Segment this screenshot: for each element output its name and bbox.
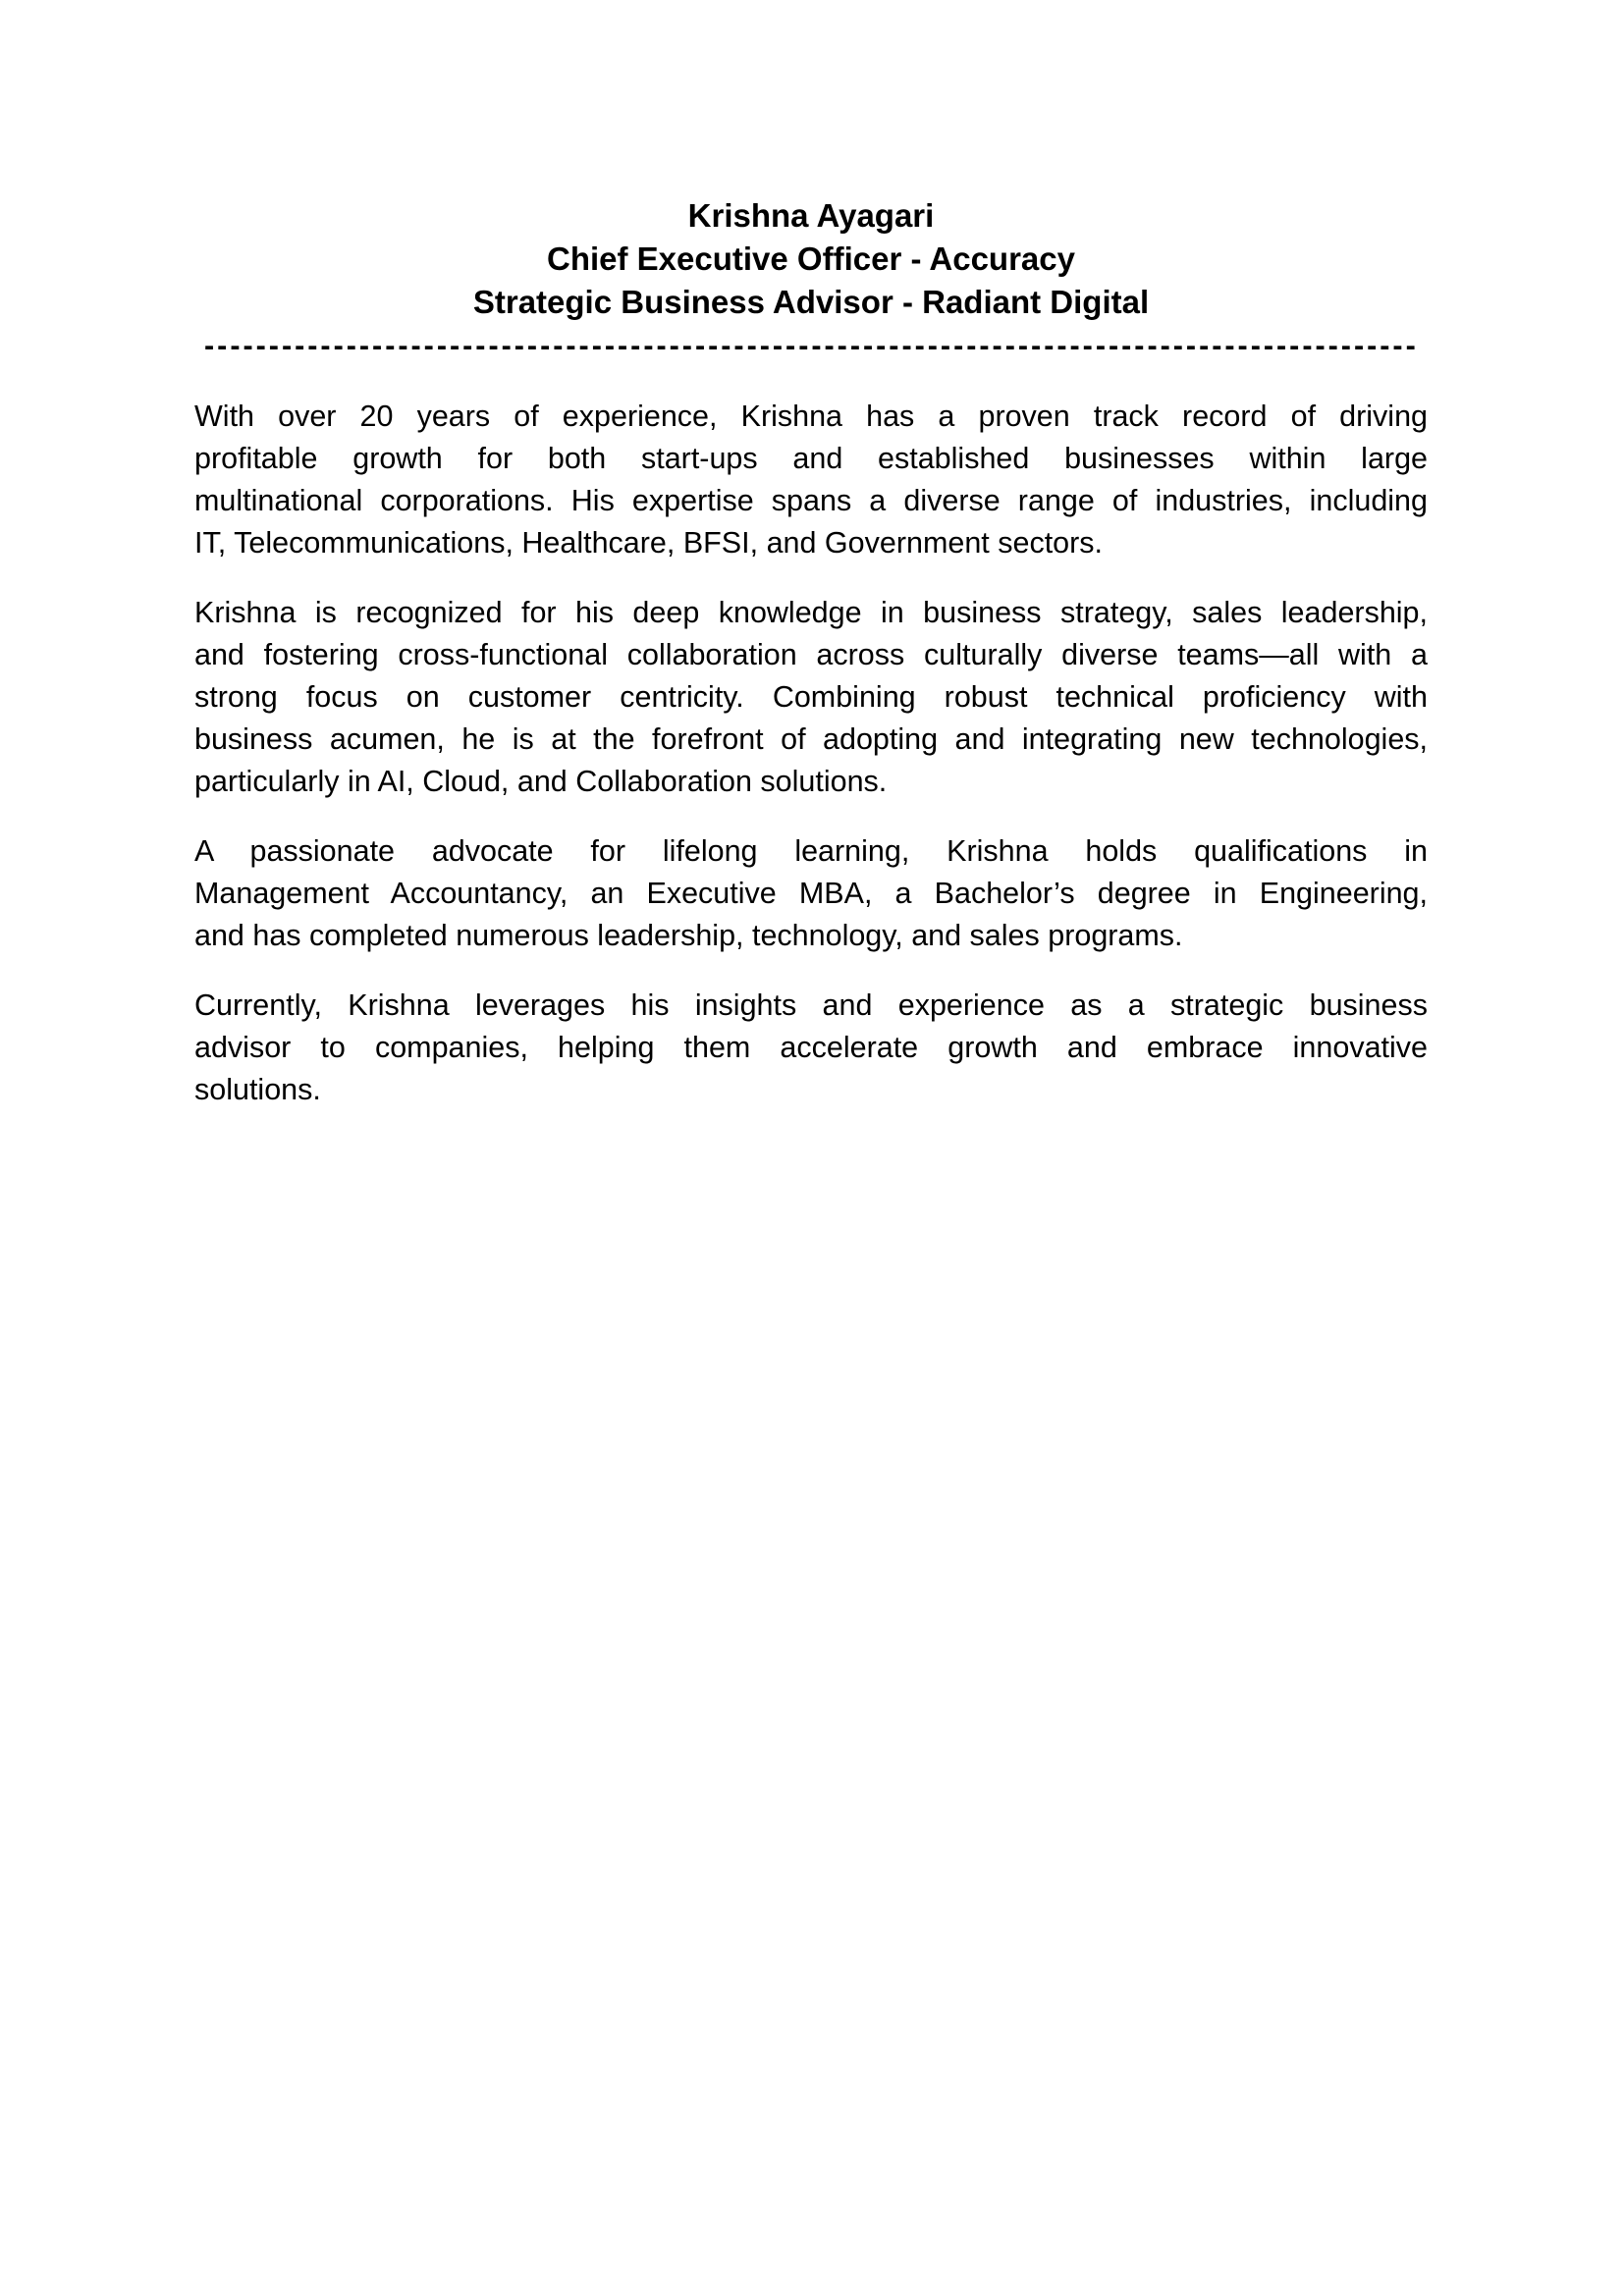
- bio-line: Management Accountancy, an Executive MBA, a Bachelor’s degree in Engineering,: [194, 877, 1428, 910]
- person-title-primary: Chief Executive Officer - Accuracy: [547, 240, 1075, 277]
- bio-line: Krishna is recognized for his deep knowledge in business strategy, sales leadership,: [194, 596, 1428, 629]
- bio-line: Currently, Krishna leverages his insights and experience as a strategic business: [194, 988, 1428, 1022]
- bio-paragraph: [194, 396, 1428, 564]
- bio-section: [194, 396, 1428, 1111]
- bio-line: strong focus on customer centricity. Combining robust technical proficiency with: [194, 680, 1428, 714]
- bio-line: business acumen, he is at the forefront of adopting and integrating new technologies,: [194, 722, 1428, 756]
- bio-line: multinational corporations. His expertise spans a diverse range of industries, including: [194, 484, 1428, 517]
- bio-line: and fostering cross-functional collaboration across culturally diverse teams—all with a: [194, 638, 1428, 671]
- bio-paragraph: [194, 985, 1428, 1111]
- bio-paragraph: [194, 830, 1428, 957]
- bio-line: IT, Telecommunications, Healthcare, BFSI, and Government sectors.: [194, 526, 1104, 560]
- bio-paragraph: [194, 592, 1428, 803]
- bio-line: particularly in AI, Cloud, and Collaboration solutions.: [194, 765, 888, 798]
- bio-line: With over 20 years of experience, Krishna has a proven track record of driving: [194, 400, 1428, 433]
- document-content: [194, 194, 1428, 1139]
- bio-line: profitable growth for both start-ups and established businesses within large: [194, 442, 1428, 475]
- person-title-secondary: Strategic Business Advisor - Radiant Digital: [472, 284, 1150, 320]
- person-name: Krishna Ayagari: [687, 197, 935, 234]
- document-header: [194, 194, 1428, 324]
- bio-line: and has completed numerous leadership, technology, and sales programs.: [194, 919, 1183, 952]
- bio-line: advisor to companies, helping them accelerate growth and embrace innovative: [194, 1031, 1428, 1064]
- dashed-separator: ----------------------------------------------------------------------------------------------: [204, 329, 1419, 362]
- bio-line: A passionate advocate for lifelong learning, Krishna holds qualifications in: [194, 834, 1428, 868]
- bio-line: solutions.: [194, 1073, 321, 1106]
